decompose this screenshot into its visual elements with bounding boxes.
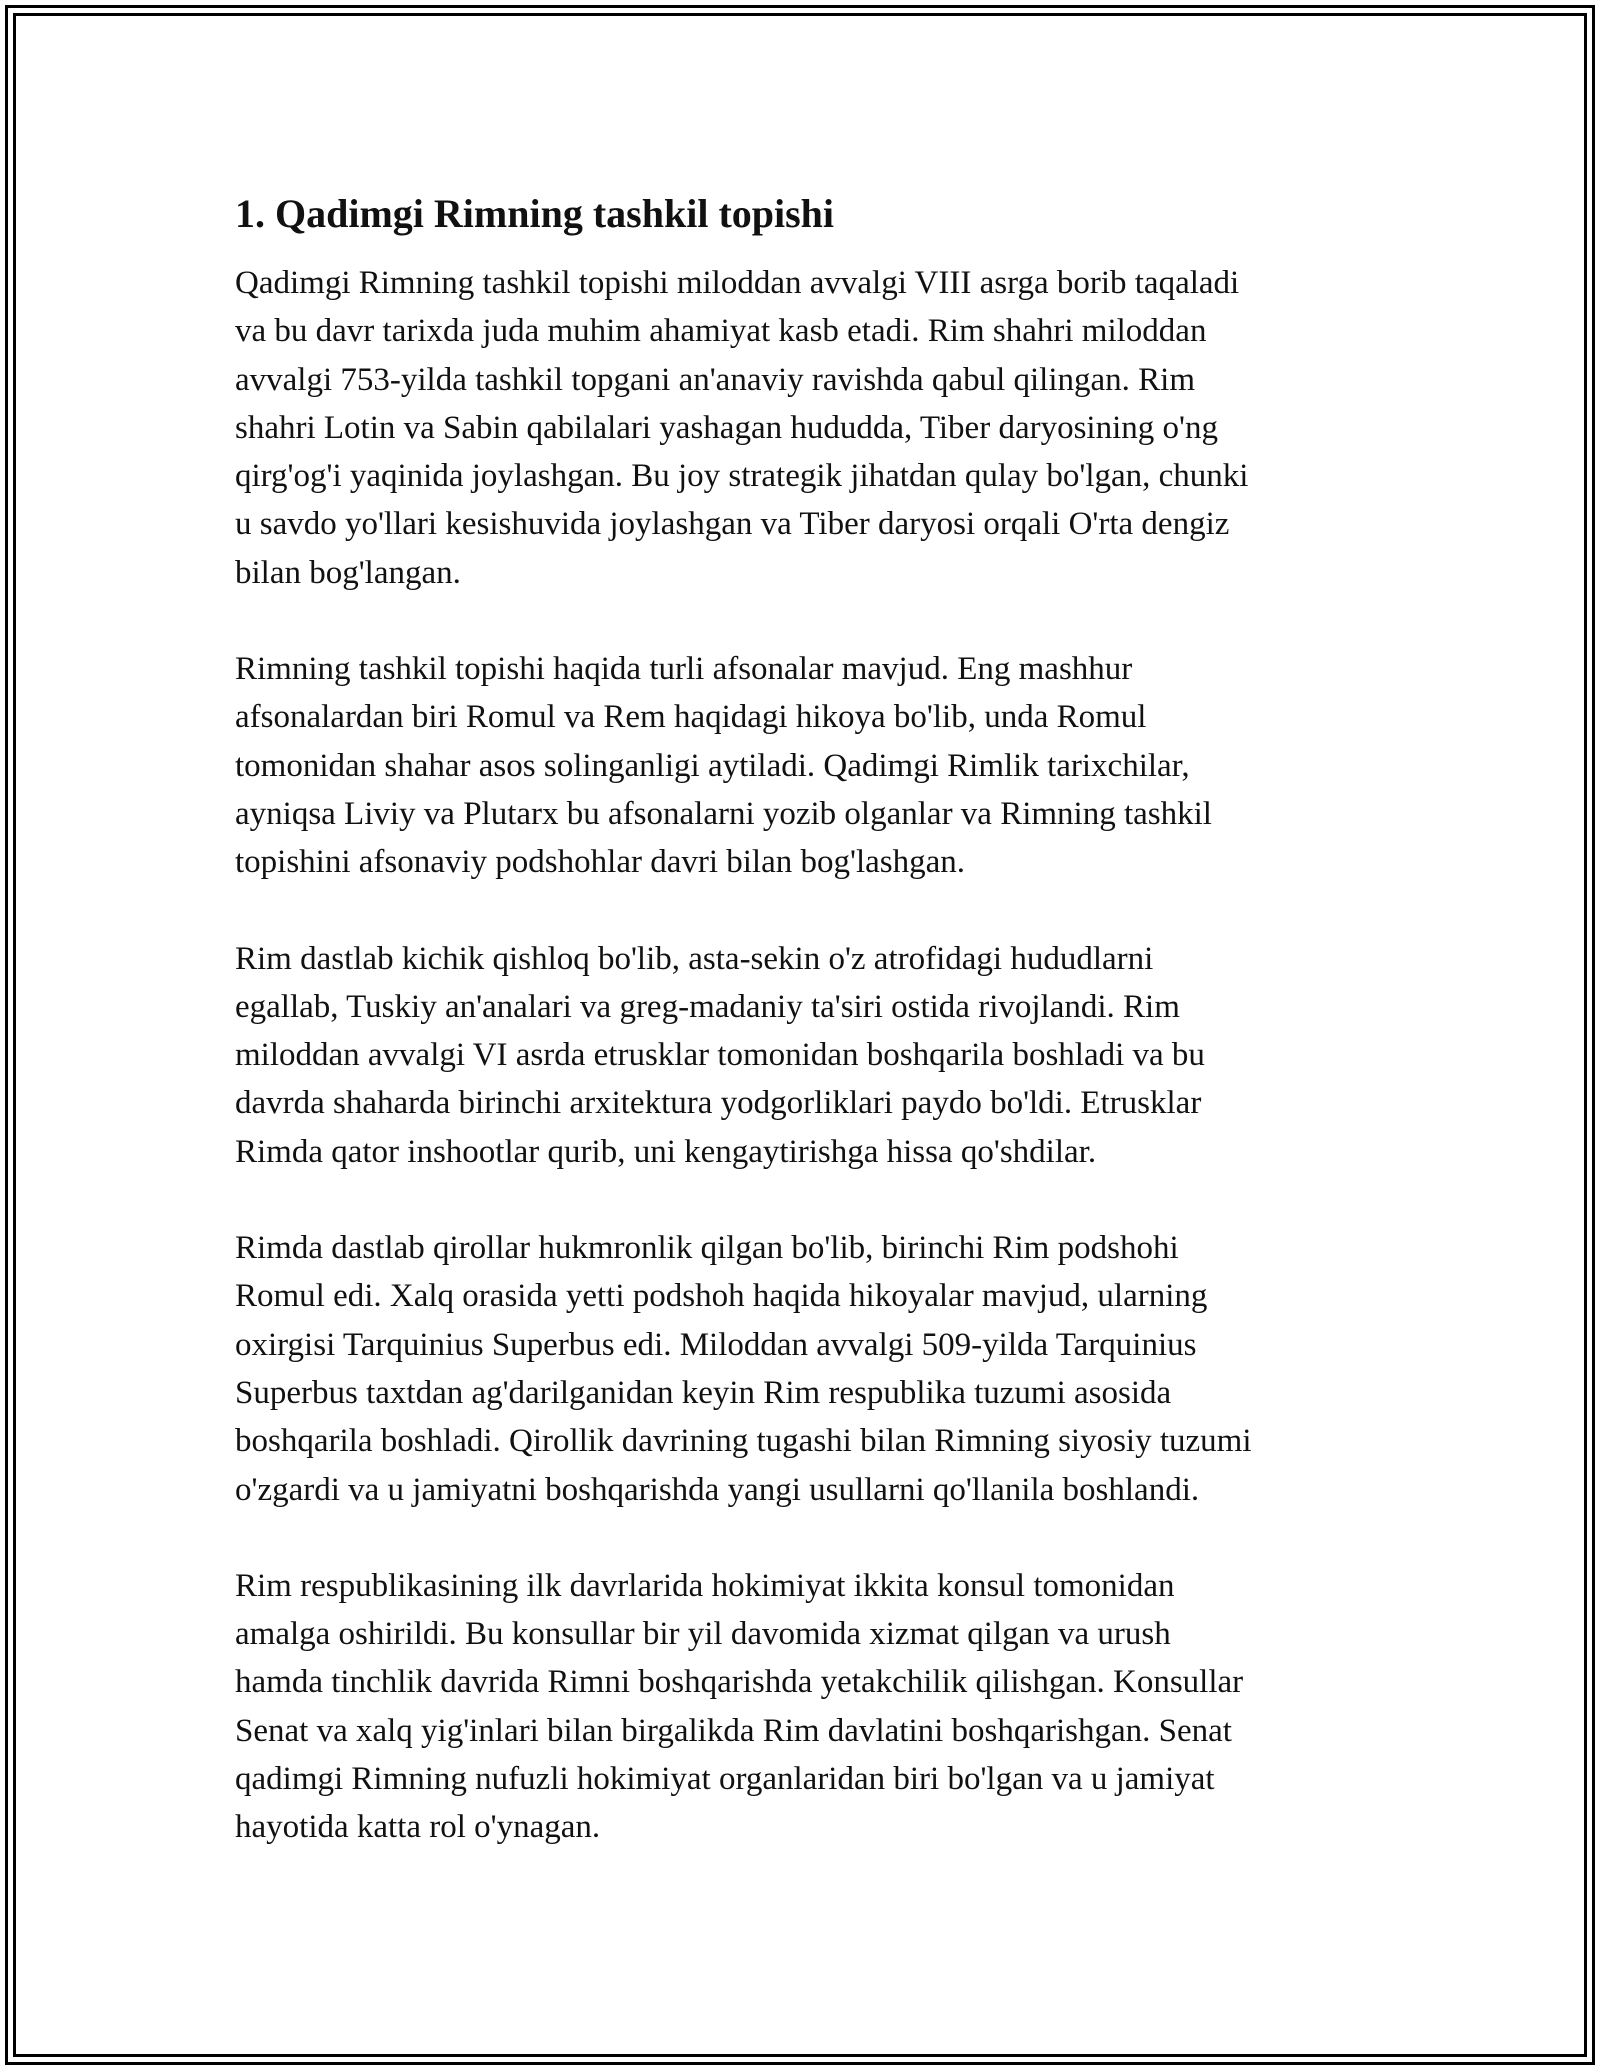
paragraph [235,1224,1375,1514]
text-line: u savdo yo'llari kesishuvida joylashgan va Tiber daryosi orqali O'rta dengiz [235,506,1230,543]
text-line: o'zgardi va u jamiyatni boshqarishda yangi usullarni qo'llanila boshlandi. [235,1471,1200,1508]
paragraph [235,645,1375,886]
text-line: Superbus taxtdan ag'darilganidan keyin Rim respublika tuzumi asosida [235,1374,1172,1411]
section-heading: 1. Qadimgi Rimning tashkil topishi [235,191,835,236]
text-line: Qadimgi Rimning tashkil topishi miloddan avvalgi VIII asrga borib taqaladi [235,265,1240,301]
text-line: miloddan avvalgi VI asrda etrusklar tomonidan boshqarila boshladi va bu [235,1037,1205,1074]
document-body [235,185,1375,1900]
text-line: hayotida katta rol o'ynagan. [235,1809,601,1846]
text-line: afsonalardan biri Romul va Rem haqidagi hikoya bo'lib, unda Romul [235,699,1147,736]
paragraph [235,259,1375,597]
text-line: qadimgi Rimning nufuzli hokimiyat organlaridan biri bo'lgan va u jamiyat [235,1761,1215,1798]
text-line: avvalgi 753-yilda tashkil topgani an'anaviy ravishda qabul qilingan. Rim [235,361,1195,398]
paragraph [235,935,1375,1176]
text-line: tomonidan shahar asos solinganligi aytiladi. Qadimgi Rimlik tarixchilar, [235,747,1190,784]
text-line: Rim dastlab kichik qishloq bo'lib, asta-sekin o'z atrofidagi hududlarni [235,940,1154,977]
text-line: qirg'og'i yaqinida joylashgan. Bu joy strategik jihatdan qulay bo'lgan, chunki [235,458,1249,495]
text-line: davrda shaharda birinchi arxitektura yodgorliklari paydo bo'ldi. Etrusklar [235,1085,1202,1122]
text-line: Romul edi. Xalq orasida yetti podshoh haqida hikoyalar mavjud, ularning [235,1278,1208,1315]
text-line: Senat va xalq yig'inlari bilan birgalikda Rim davlatini boshqarishgan. Senat [235,1712,1232,1749]
text-line: Rimda qator inshootlar qurib, uni kengaytirishga hissa qo'shdilar. [235,1133,1097,1170]
text-line: egallab, Tuskiy an'analari va greg-madaniy ta'siri ostida rivojlandi. Rim [235,988,1180,1025]
text-line: amalga oshirildi. Bu konsullar bir yil davomida xizmat qilgan va urush [235,1616,1171,1653]
text-line: va bu davr tarixda juda muhim ahamiyat kasb etadi. Rim shahri miloddan [235,313,1207,350]
text-line: oxirgisi Tarquinius Superbus edi. Miloddan avvalgi 509-yilda Tarquinius [235,1326,1197,1363]
text-line: shahri Lotin va Sabin qabilalari yashagan hududda, Tiber daryosining o'ng [235,409,1218,446]
text-line: bilan bog'langan. [235,554,461,591]
text-line: Rimning tashkil topishi haqida turli afsonalar mavjud. Eng mashhur [235,651,1133,688]
text-line: topishini afsonaviy podshohlar davri bilan bog'lashgan. [235,844,965,881]
text-line: hamda tinchlik davrida Rimni boshqarishda yetakchilik qilishgan. Konsullar [235,1664,1244,1701]
text-line: boshqarila boshladi. Qirollik davrining tugashi bilan Rimning siyosiy tuzumi [235,1423,1252,1460]
text-line: Rimda dastlab qirollar hukmronlik qilgan bo'lib, birinchi Rim podshohi [235,1230,1179,1267]
text-line: ayniqsa Liviy va Plutarx bu afsonalarni yozib olganlar va Rimning tashkil [235,795,1212,832]
text-line: Rim respublikasining ilk davrlarida hokimiyat ikkita konsul tomonidan [235,1567,1175,1604]
paragraph [235,1562,1375,1852]
